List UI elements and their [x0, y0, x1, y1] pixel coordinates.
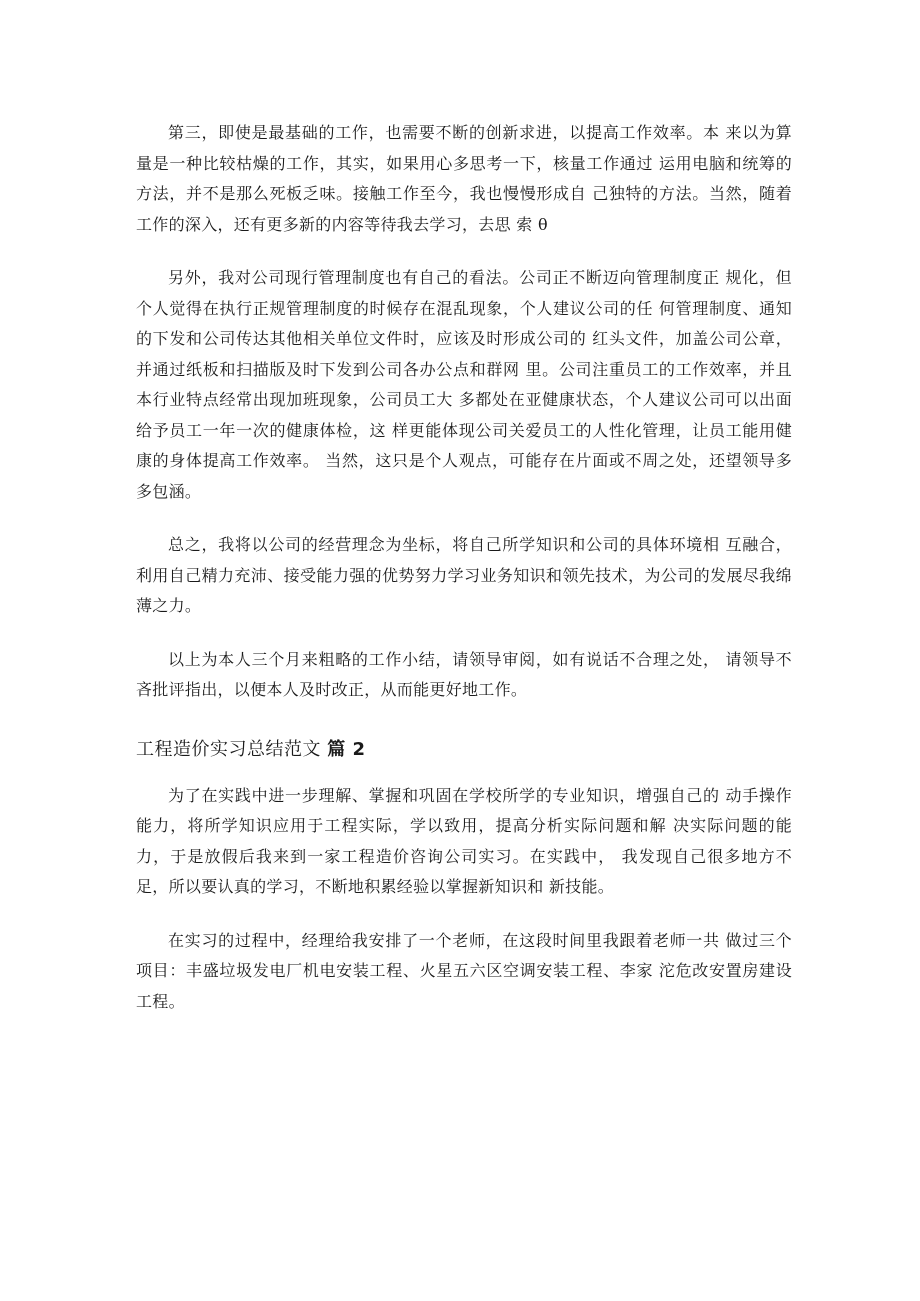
- section-heading-number: 篇 2: [327, 738, 366, 760]
- section-heading: [136, 735, 792, 765]
- paragraph-management-opinion: 另外，我对公司现行管理制度也有自己的看法。公司正不断迈向管理制度正 规化，但个人觉得在执行正规管理制度的时候存在混乱现象，个人建议公司的任 何管理制度、通知的下发和公司传达其他相关单位文件时，应该及时形成公司的 红头文件，加盖公司公章，并通过纸板和扫描版及时下发到公司各办公点和群网 里。公司注重员工的工作效率，并且本行业特点经常出现加班现象，公司员工大 多都处在亚健康状态，个人建议公司可以出面给予员工一年一次的健康体检，这 样更能体现公司关爱员工的人性化管理，让员工能用健康的身体提高工作效率。 当然，这只是个人观点，可能存在片面或不周之处，还望领导多多包涵。: [136, 268, 792, 501]
- paragraph-internship-intro: 为了在实践中进一步理解、掌握和巩固在学校所学的专业知识，增强自己的 动手操作能力，将所学知识应用于工程实际，学以致用，提高分析实际问题和解 决实际问题的能力，于是放假后我来到一家工程造价咨询公司实习。在实践中， 我发现自己很多地方不足，所以要认真的学习，不断地积累经验以掌握新知识和 新技能。: [136, 785, 792, 896]
- section-heading-title: 工程造价实习总结范文: [136, 738, 321, 760]
- paragraph-efficiency: 第三，即使是最基础的工作，也需要不断的创新求进，以提高工作效率。本 来以为算量是一种比较枯燥的工作，其实，如果用心多思考一下，核量工作通过 运用电脑和统筹的方法，并不是那么死板乏味。接触工作至今，我也慢慢形成自 己独特的方法。当然，随着工作的深入，还有更多新的内容等待我去学习，去思 索 θ: [136, 123, 792, 234]
- paragraph-closing: 以上为本人三个月来粗略的工作小结，请领导审阅，如有说话不合理之处， 请领导不吝批评指出，以便本人及时改正，从而能更好地工作。: [136, 649, 792, 699]
- document-page: [136, 118, 792, 1017]
- paragraph-conclusion: 总之，我将以公司的经营理念为坐标，将自己所学知识和公司的具体环境相 互融合，利用自己精力充沛、接受能力强的优势努力学习业务知识和领先技术，为公司的发展尽我绵薄之力。: [136, 535, 792, 615]
- paragraph-internship-projects: 在实习的过程中，经理给我安排了一个老师，在这段时间里我跟着老师一共 做过三个项目：丰盛垃圾发电厂机电安装工程、火星五六区空调安装工程、李家 沱危改安置房建设工程。: [136, 930, 792, 1011]
